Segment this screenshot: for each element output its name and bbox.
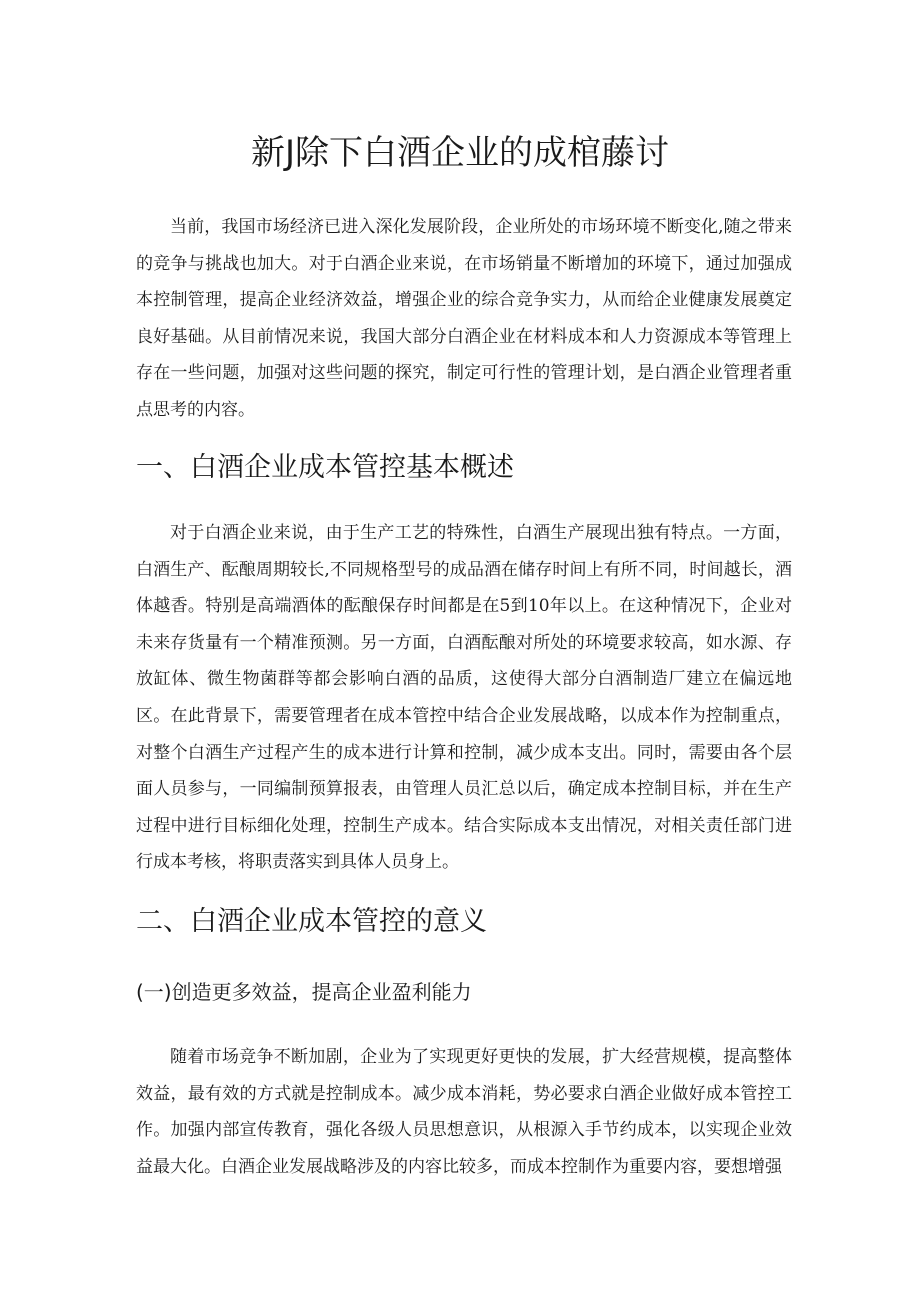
subsection-2-1-paragraph: 随着市场竞争不断加剧，企业为了实现更好更快的发展，扩大经营规模，提高整体效益，最有效的方式就是控制成本。减少成本消耗，势必要求白酒企业做好成本管控工作。加强内部宣传教育，强化各级人员思想意识，从根源入手节约成本，以实现企业效益最大化。白酒企业发展战略涉及的内容比较多，而成本控制作为重要内容，要想增强 (136, 1047, 792, 1177)
section-1-paragraph: 对于白酒企业来说，由于生产工艺的特殊性，白酒生产展现出独有特点。一方面，白酒生产、酝酿周期较长,不同规格型号的成品酒在储存时间上有所不同，时间越长，酒体越香。特别是高端酒体的酝酿保存时间都是在5到10年以上。在这种情况下，企业对未来存货量有一个精准预测。另一方面，白酒酝酿对所处的环境要求较高，如水源、存放缸体、微生物菌群等都会影响白酒的品质，这使得大部分白酒制造厂建立在偏远地区。在此背景下，需要管理者在成本管控中结合企业发展战略，以成本作为控制重点，对整个白酒生产过程产生的成本进行计算和控制，减少成本支出。同时，需要由各个层面人员参与，一同编制预算报表，由管理人员汇总以后，确定成本控制目标，并在生产过程中进行目标细化处理，控制生产成本。结合实际成本支出情况，对相关责任部门进行成本考核，将职责落实到具体人员身上。 (136, 523, 792, 873)
section-1-heading: 一、白酒企业成本管控基本概述 (136, 452, 514, 483)
intro-paragraph: 当前，我国市场经济已进入深化发展阶段，企业所处的市场环境不断变化,随之带来的竞争与挑战也加大。对于白酒企业来说，在市场销量不断增加的环境下，通过加强成本控制管理，提高企业经济效益，增强企业的综合竞争实力，从而给企业健康发展奠定良好基础。从目前情况来说，我国大部分白酒企业在材料成本和人力资源成本等管理上存在一些问题，加强对这些问题的探究，制定可行性的管理计划，是白酒企业管理者重点思考的内容。 (136, 217, 792, 420)
document-title: 新J除下白酒企业的成棺藤讨 (250, 133, 670, 173)
subsection-2-1-heading: (一)创造更多效益，提高企业盈利能力 (136, 980, 472, 1004)
section-2-heading: 二、白酒企业成本管控的意义 (136, 906, 487, 937)
